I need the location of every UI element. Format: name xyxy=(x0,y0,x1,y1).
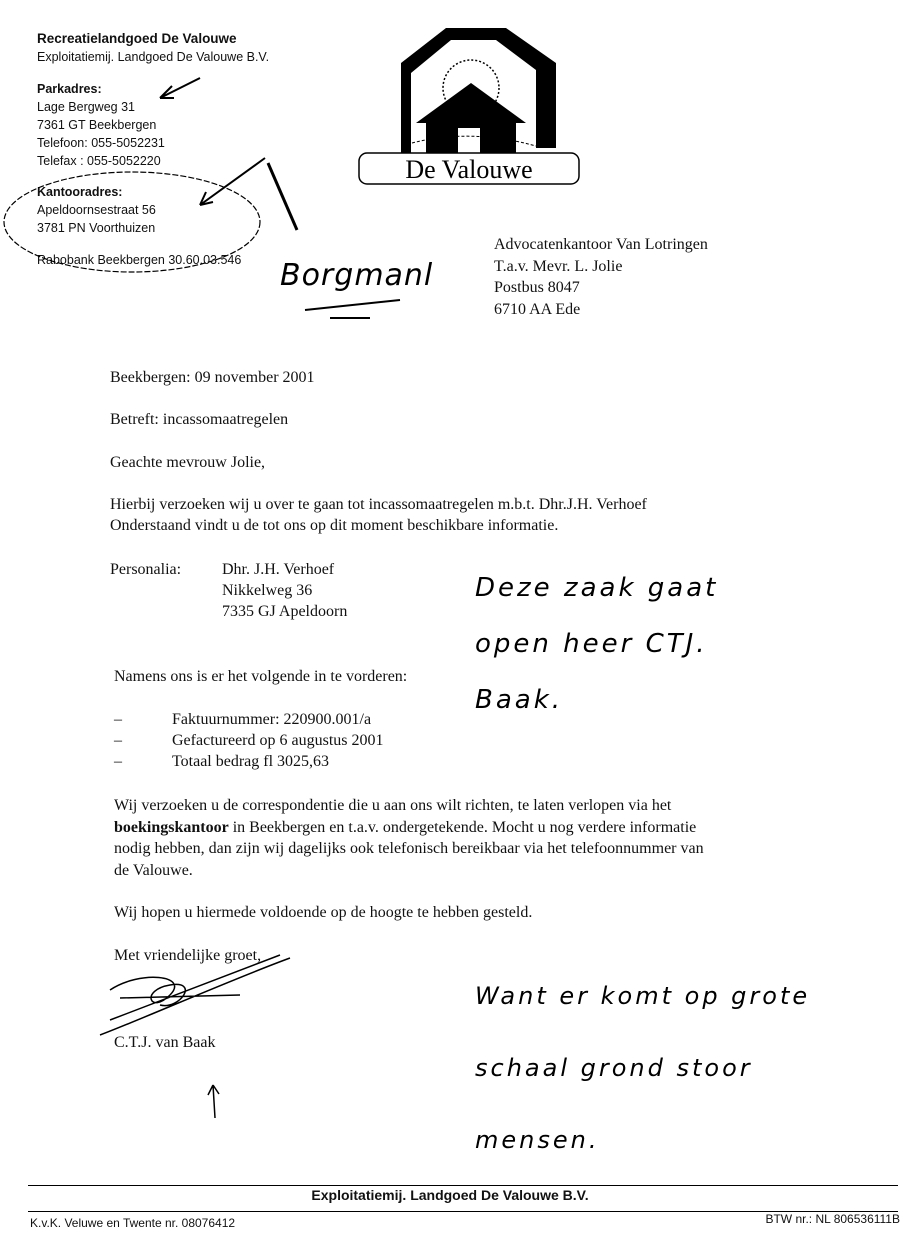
recipient-line: Advocatenkantoor Van Lotringen xyxy=(494,236,708,253)
paragraph-closing: Wij hopen u hiermede voldoende op de hoogte te hebben gesteld. xyxy=(114,904,533,921)
letter-date: Beekbergen: 09 november 2001 xyxy=(110,369,315,386)
park-label: Parkadres: xyxy=(37,82,102,96)
park-line: Telefax : 055-5052220 xyxy=(37,154,161,168)
footer-btw: BTW nr.: NL 806536111B xyxy=(765,1212,900,1226)
dash-bullet: – xyxy=(114,711,122,728)
claim-item: – Faktuurnummer: 220900.001/a xyxy=(114,711,372,728)
sender-name: Recreatielandgoed De Valouwe xyxy=(37,31,237,46)
closing: Met vriendelijke groet, xyxy=(114,947,262,964)
personalia-line: Dhr. J.H. Verhoef xyxy=(222,561,335,578)
arrow-up-icon xyxy=(205,1080,225,1120)
circle-mark xyxy=(4,172,260,272)
personalia-label: Personalia: xyxy=(110,561,182,578)
underline-stroke xyxy=(305,300,400,318)
footer-rule-top xyxy=(28,1185,898,1186)
arrow-icon xyxy=(160,78,200,98)
bank-account: Rabobank Beekbergen 30.60.03.546 xyxy=(37,253,242,267)
claim-list xyxy=(114,709,384,772)
logo-graphic xyxy=(356,28,582,188)
park-line: 7361 GT Beekbergen xyxy=(37,118,157,132)
recipient-line: Postbus 8047 xyxy=(494,279,580,296)
signature-top: Borgmanl xyxy=(280,258,434,293)
logo-text: De Valouwe xyxy=(405,155,533,184)
signature-bottom xyxy=(80,950,310,1045)
footer-company: Exploitatiemij. Landgoed De Valouwe B.V. xyxy=(311,1187,589,1203)
personalia-line: Nikkelweg 36 xyxy=(222,582,313,599)
recipient-address xyxy=(494,234,708,320)
claim-intro: Namens ons is er het volgende in te vorderen: xyxy=(114,668,408,685)
claim-item: – Totaal bedrag fl 3025,63 xyxy=(114,753,330,770)
park-line: Lage Bergweg 31 xyxy=(37,100,135,114)
pen-stroke xyxy=(268,163,297,230)
signer-name: C.T.J. van Baak xyxy=(114,1034,216,1051)
dash-bullet: – xyxy=(114,732,122,749)
letter-subject: Betreft: incassomaatregelen xyxy=(110,411,289,428)
recipient-line: T.a.v. Mevr. L. Jolie xyxy=(494,257,623,275)
handwritten-note-1: Deze zaak gaat open heer CTJ. Baak. xyxy=(475,573,719,715)
paragraph-correspondence: Wij verzoeken u de correspondentie die u aan ons wilt richten, te laten verlopen via het boekingskantoor in Beekbergen en t.a.v. ondergetekende. Mocht u nog verdere informatie nodig hebben, dan zijn wij dagelijks ook telefonisch bereikbaar via het telefoonnummer van de Valouwe. xyxy=(114,797,704,879)
letter-salutation: Geachte mevrouw Jolie, xyxy=(110,454,266,471)
office-line: 3781 PN Voorthuizen xyxy=(37,221,156,235)
handwritten-note-2: Want er komt op grote schaal grond stoor mensen. xyxy=(475,982,811,1154)
intro-line: Onderstaand vindt u de tot ons op dit moment beschikbare informatie. xyxy=(110,517,559,534)
letter-intro xyxy=(110,494,647,536)
personalia xyxy=(222,559,347,622)
intro-line: Hierbij verzoeken wij u over te gaan tot incassomaatregelen m.b.t. Dhr.J.H. Verhoef xyxy=(110,496,647,513)
company-logo xyxy=(356,28,582,188)
claim-item: – Gefactureerd op 6 augustus 2001 xyxy=(114,732,384,749)
office-line: Apeldoornsestraat 56 xyxy=(37,203,156,217)
dash-bullet: – xyxy=(114,753,122,770)
personalia-line: 7335 GJ Apeldoorn xyxy=(222,603,348,620)
recipient-line: 6710 AA Ede xyxy=(494,300,581,318)
park-line: Telefoon: 055-5052231 xyxy=(37,136,165,150)
sender-company: Exploitatiemij. Landgoed De Valouwe B.V. xyxy=(37,50,270,64)
office-label: Kantooradres: xyxy=(37,185,123,199)
footer-kvk: K.v.K. Veluwe en Twente nr. 08076412 xyxy=(30,1216,236,1230)
arrow-icon xyxy=(200,158,265,205)
